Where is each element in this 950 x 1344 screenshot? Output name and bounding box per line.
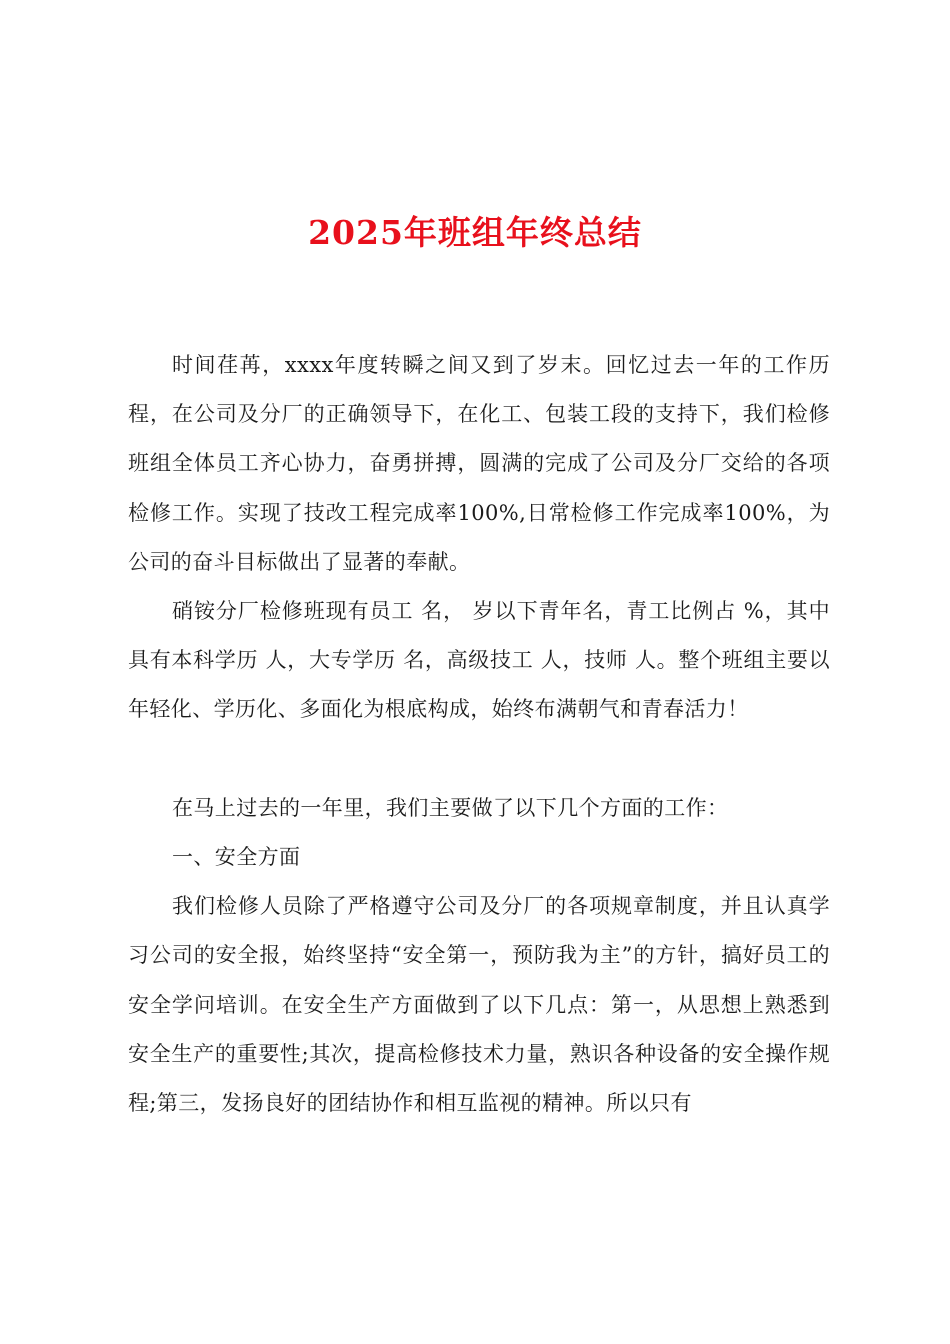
paragraph-spacer — [128, 735, 830, 784]
paragraph-intro: 时间荏苒，xxxx年度转瞬之间又到了岁末。回忆过去一年的工作历程，在公司及分厂的正确领导下，在化工、包装工段的支持下，我们检修班组全体员工齐心协力，奋勇拼搏，圆满的完成了公司及分厂交给的各项检修工作。实现了技改工程完成率100%,日常检修工作完成率100%，为公司的奋斗目标做出了显著的奉献。 — [128, 353, 830, 574]
paragraph-team-composition: 硝铵分厂检修班现有员工 名， 岁以下青年名，青工比例占 %，其中具有本科学历 人，大专学历 名，高级技工 人，技师 人。整个班组主要以年轻化、学历化、多面化为根底构成，始终布满朝气和青春活力！ — [128, 599, 830, 722]
paragraph-work-overview: 在马上过去的一年里，我们主要做了以下几个方面的工作： — [172, 795, 729, 820]
paragraph-safety: 我们检修人员除了严格遵守公司及分厂的各项规章制度，并且认真学习公司的安全报，始终坚持“安全第一，预防我为主”的方针，搞好员工的安全学问培训。在安全生产方面做到了以下几点：第一，从思想上熟悉到安全生产的重要性;其次，提高检修技术力量，熟识各种设备的安全操作规程;第三，发扬良好的团结协作和相互监视的精神。所以只有 — [128, 894, 830, 1116]
section-heading-safety: 一、安全方面 — [172, 845, 301, 870]
document-body — [128, 341, 830, 1128]
document-title: 2025年班组年终总结 — [308, 213, 642, 252]
